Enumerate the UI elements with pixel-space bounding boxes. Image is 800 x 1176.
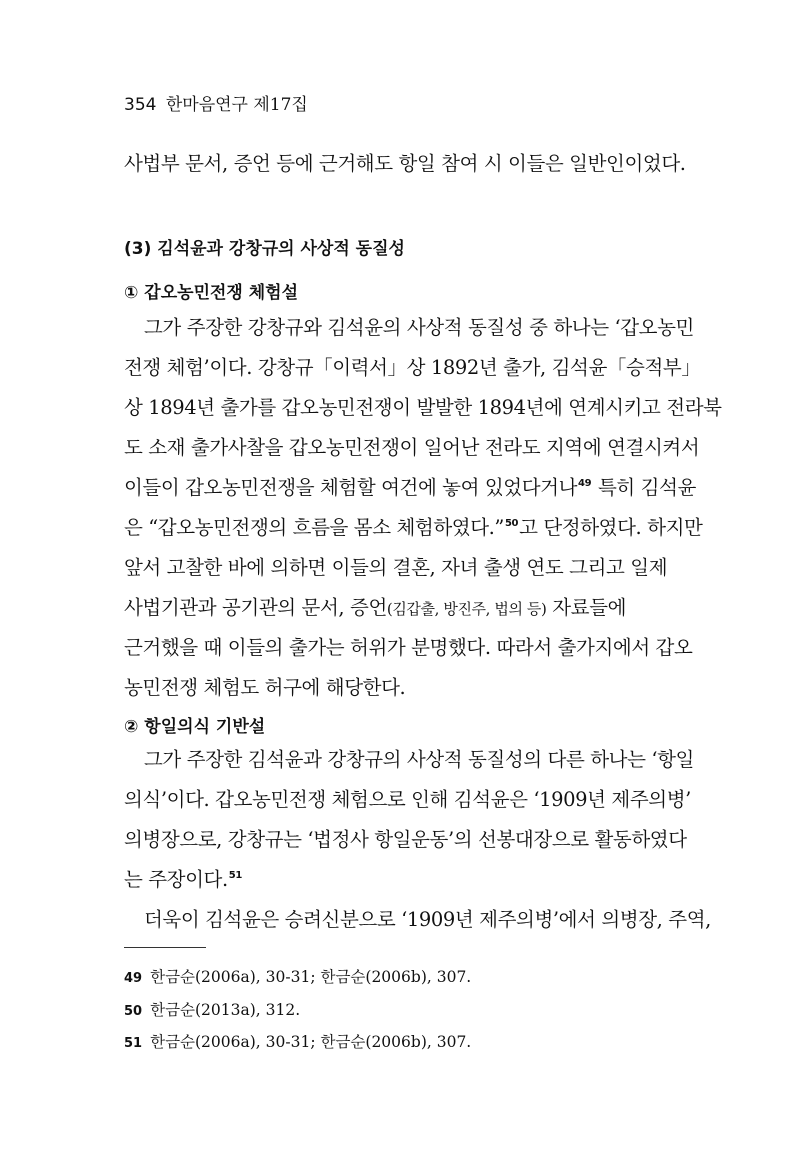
- body-text-segment: 은 “갑오농민전쟁의 흐름을 몸소 체험하였다.”: [124, 516, 504, 539]
- body-text-segment: 는 주장이다.: [124, 868, 228, 891]
- subsection-heading-1: ① 갑오농민전쟁 체험설: [124, 283, 299, 303]
- body-line: [124, 512, 702, 540]
- footnote-49: [124, 965, 471, 987]
- body-line: 그가 주장한 김석윤과 강창규의 사상적 동질성의 다른 하나는 ‘항일: [144, 748, 694, 771]
- body-line: 앞서 고찰한 바에 의하면 이들의 결혼, 자녀 출생 연도 그리고 일제: [124, 556, 668, 579]
- footnote-ref[interactable]: 50: [505, 518, 519, 529]
- body-line: 전쟁 체험’이다. 강창규「이력서」상 1892년 출가, 김석윤「승적부」: [124, 356, 701, 379]
- parenthetical-note: (김갑출, 방진주, 법의 등): [386, 600, 547, 618]
- footnote-number: 50: [124, 1004, 143, 1019]
- page-number: 354: [124, 95, 157, 115]
- footnote-divider: [124, 947, 206, 948]
- body-text-segment: 이들이 갑오농민전쟁을 체험할 여건에 놓여 있었다거나: [124, 476, 578, 499]
- body-text-segment: 고 단정하였다. 하지만: [519, 516, 703, 539]
- footnote-number: 49: [124, 971, 143, 986]
- body-line: 그가 주장한 강창규와 김석윤의 사상적 동질성 중 하나는 ‘갑오농민: [144, 316, 694, 339]
- footnote-50: [124, 998, 300, 1020]
- journal-title: 한마음연구 제17집: [165, 95, 308, 115]
- subsection-heading-2: ② 항일의식 기반설: [124, 717, 266, 737]
- section-heading: (3) 김석윤과 강창규의 사상적 동질성: [124, 239, 405, 259]
- body-line: 더욱이 김석윤은 승려신분으로 ‘1909년 제주의병’에서 의병장, 주역,: [144, 908, 711, 931]
- body-line: [124, 592, 626, 620]
- footnote-text: 한금순(2013a), 312.: [150, 1001, 301, 1019]
- body-line: 도 소재 출가사찰을 갑오농민전쟁이 일어난 전라도 지역에 연결시켜서: [124, 436, 700, 459]
- body-line: 사법부 문서, 증언 등에 근거해도 항일 참여 시 이들은 일반인이었다.: [124, 152, 686, 175]
- footnote-ref[interactable]: 49: [578, 478, 592, 489]
- body-line: 근거했을 때 이들의 출가는 허위가 분명했다. 따라서 출가지에서 갑오: [124, 636, 693, 659]
- body-line: [124, 472, 696, 500]
- body-line: [124, 864, 243, 892]
- body-text-segment: 사법기관과 공기관의 문서, 증언: [124, 596, 387, 619]
- body-text-segment: 특히 김석윤: [592, 476, 696, 499]
- footnote-51: [124, 1030, 471, 1052]
- footnote-ref[interactable]: 51: [228, 870, 242, 881]
- body-text-segment: 자료들에: [546, 596, 626, 619]
- running-header: [124, 90, 308, 115]
- body-line: 농민전쟁 체험도 허구에 해당한다.: [124, 676, 406, 699]
- body-line: 상 1894년 출가를 갑오농민전쟁이 발발한 1894년에 연계시키고 전라북: [124, 396, 722, 419]
- footnote-text: 한금순(2006a), 30-31; 한금순(2006b), 307.: [150, 968, 472, 986]
- footnote-number: 51: [124, 1036, 143, 1051]
- body-line: 의식’이다. 갑오농민전쟁 체험으로 인해 김석윤은 ‘1909년 제주의병’: [124, 788, 691, 811]
- body-line: 의병장으로, 강창규는 ‘법정사 항일운동’의 선봉대장으로 활동하였다: [124, 828, 687, 851]
- footnote-text: 한금순(2006a), 30-31; 한금순(2006b), 307.: [150, 1033, 472, 1051]
